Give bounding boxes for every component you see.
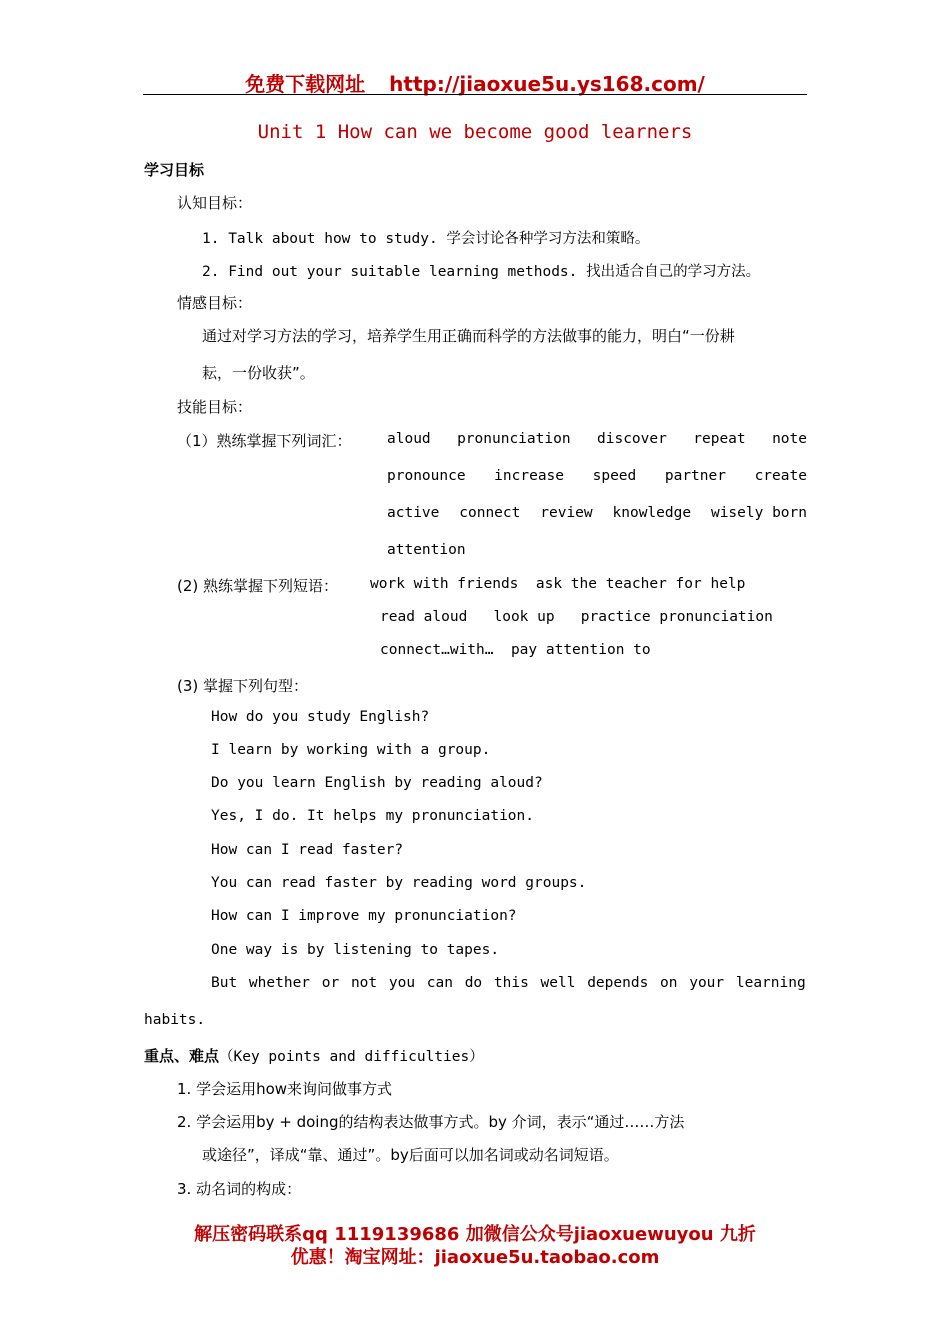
vocab-row <box>387 505 807 521</box>
header-site-label: 免费下载网址 <box>245 72 366 96</box>
vocab-word: partner <box>664 468 726 484</box>
goals-heading: 学习目标 <box>144 161 205 179</box>
emotional-label: 情感目标： <box>177 294 253 312</box>
sentence-item: How do you study English? <box>211 709 430 725</box>
vocab-row <box>387 468 807 484</box>
cognitive-label: 认知目标： <box>177 194 253 212</box>
sentences-label: (3) 掌握下列句型： <box>177 677 309 695</box>
sentence-item: I learn by working with a group. <box>211 742 491 758</box>
header-url-link[interactable]: http://jiaoxue5u.ys168.com/ <box>389 72 705 96</box>
vocab-word: knowledge <box>612 505 692 521</box>
header <box>0 68 950 97</box>
sentence-item: Do you learn English by reading aloud? <box>211 775 543 791</box>
key-points-heading: 重点、难点 <box>144 1047 220 1065</box>
emotional-text-line2: 耘，一份收获”。 <box>202 364 315 382</box>
phrase-row: read aloud look up practice pronunciation <box>380 609 773 625</box>
emotional-text-line1: 通过对学习方法的学习，培养学生用正确而科学的方法做事的能力，明白“一份耕 <box>202 327 735 345</box>
phrase-row: work with friends ask the teacher for help <box>370 576 746 592</box>
header-divider <box>143 94 807 95</box>
vocab-row <box>387 431 807 447</box>
key-point-2-line2: 或途径”，译成“靠、通过”。by后面可以加名词或动名词短语。 <box>202 1146 619 1164</box>
sentence-item: You can read faster by reading word groups. <box>211 875 587 891</box>
vocab-word: review <box>540 505 593 521</box>
key-points-heading-row <box>144 1045 484 1066</box>
sentence-item: But whether or not you can do this well depends on your learning <box>211 975 806 991</box>
key-points-heading-en: （Key points and difficulties） <box>219 1049 484 1065</box>
sentence-item: Yes, I do. It helps my pronunciation. <box>211 808 535 824</box>
cognitive-item-1: 1. Talk about how to study. 学会讨论各种学习方法和策略。 <box>202 231 650 247</box>
vocab-word: active <box>387 505 440 521</box>
sentence-item: How can I improve my pronunciation? <box>211 908 517 924</box>
footer-line-1: 解压密码联系qq 1119139686 加微信公众号jiaoxuewuyou 九折 <box>194 1224 756 1245</box>
vocab-label: （1）熟练掌握下列词汇： <box>177 432 352 450</box>
key-point-2-line1: 2. 学会运用by + doing的结构表达做事方式。by 介词，表示“通过……方法 <box>177 1113 685 1131</box>
sentence-item: One way is by listening to tapes. <box>211 942 500 958</box>
sentence-item: How can I read faster? <box>211 842 404 858</box>
vocab-word: increase <box>494 468 565 484</box>
phrase-row: connect…with… pay attention to <box>380 642 651 658</box>
vocab-word: pronounce <box>387 468 466 484</box>
skills-label: 技能目标： <box>177 398 253 416</box>
vocab-word: create <box>754 468 807 484</box>
vocab-word: aloud <box>387 431 431 447</box>
footer-line-2: 优惠！淘宝网址：jiaoxue5u.taobao.com <box>290 1247 660 1268</box>
vocab-word: wisely born <box>710 505 807 521</box>
key-point-3: 3. 动名词的构成： <box>177 1180 302 1198</box>
vocab-word: repeat <box>693 431 746 447</box>
key-point-1: 1. 学会运用how来询问做事方式 <box>177 1080 393 1098</box>
phrases-label: (2) 熟练掌握下列短语： <box>177 577 339 595</box>
vocab-word: note <box>772 431 807 447</box>
vocab-word: discover <box>597 431 667 447</box>
cognitive-item-2: 2. Find out your suitable learning methods. 找出适合自己的学习方法。 <box>202 264 761 280</box>
vocab-word: attention <box>387 542 466 558</box>
page-title: Unit 1 How can we become good learners <box>257 121 693 143</box>
sentence-wrap: habits. <box>144 1012 206 1028</box>
vocab-word: pronunciation <box>457 431 571 447</box>
vocab-word: connect <box>459 505 521 521</box>
vocab-word: speed <box>592 468 637 484</box>
